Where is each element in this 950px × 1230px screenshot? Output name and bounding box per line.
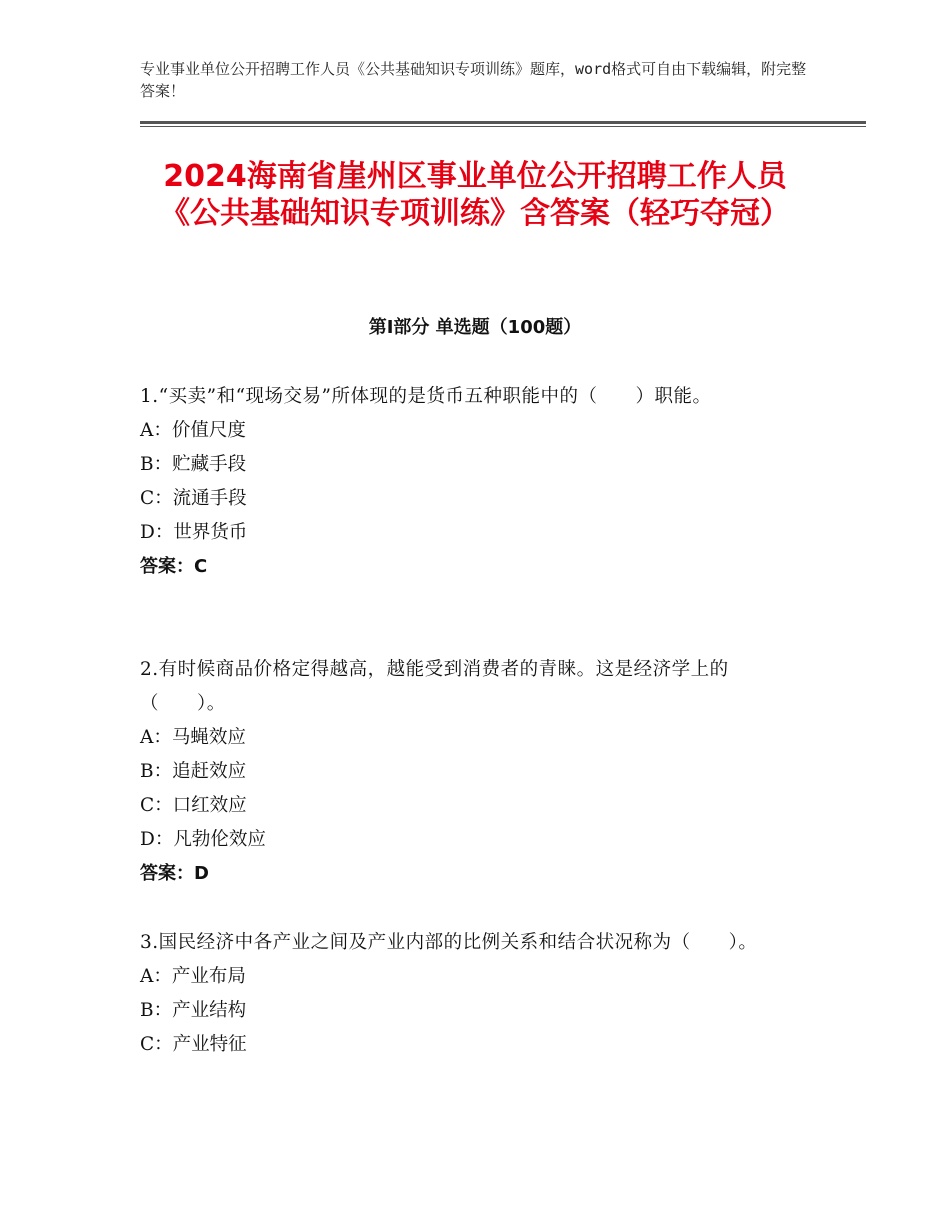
option-d: D：凡勃伦效应 [140,829,266,850]
question-stem: 1.“买卖”和“现场交易”所体现的是货币五种职能中的（ ）职能。 [140,386,712,407]
option-b: B：贮藏手段 [140,454,247,475]
option-b: B：产业结构 [140,1000,247,1021]
question-3 [140,926,800,1062]
question-1 [140,380,800,584]
option-a: A：产业布局 [140,966,246,987]
document-title: 2024海南省崖州区事业单位公开招聘工作人员《公共基础知识专项训练》含答案（轻巧夺冠） [160,159,790,231]
header-rule-thin [140,126,866,127]
option-c: C：口红效应 [140,795,247,816]
option-d: D：世界货币 [140,522,248,543]
section-heading: 第Ⅰ部分 单选题（100题） [368,317,582,338]
question-stem: 2.有时候商品价格定得越高，越能受到消费者的青睐。这是经济学上的（ ）。 [140,659,729,714]
option-c: C：产业特征 [140,1034,247,1055]
option-a: A：马蝇效应 [140,727,246,748]
question-2 [140,653,800,891]
answer: 答案：D [140,863,209,884]
header-note: 专业事业单位公开招聘工作人员《公共基础知识专项训练》题库，word格式可自由下载编辑，附完整答案！ [140,60,807,100]
header-rule-thick [140,121,866,124]
option-c: C：流通手段 [140,488,247,509]
answer: 答案：C [140,556,208,577]
question-stem: 3.国民经济中各产业之间及产业内部的比例关系和结合状况称为（ ）。 [140,932,758,953]
option-a: A：价值尺度 [140,420,246,441]
option-b: B：追赶效应 [140,761,247,782]
